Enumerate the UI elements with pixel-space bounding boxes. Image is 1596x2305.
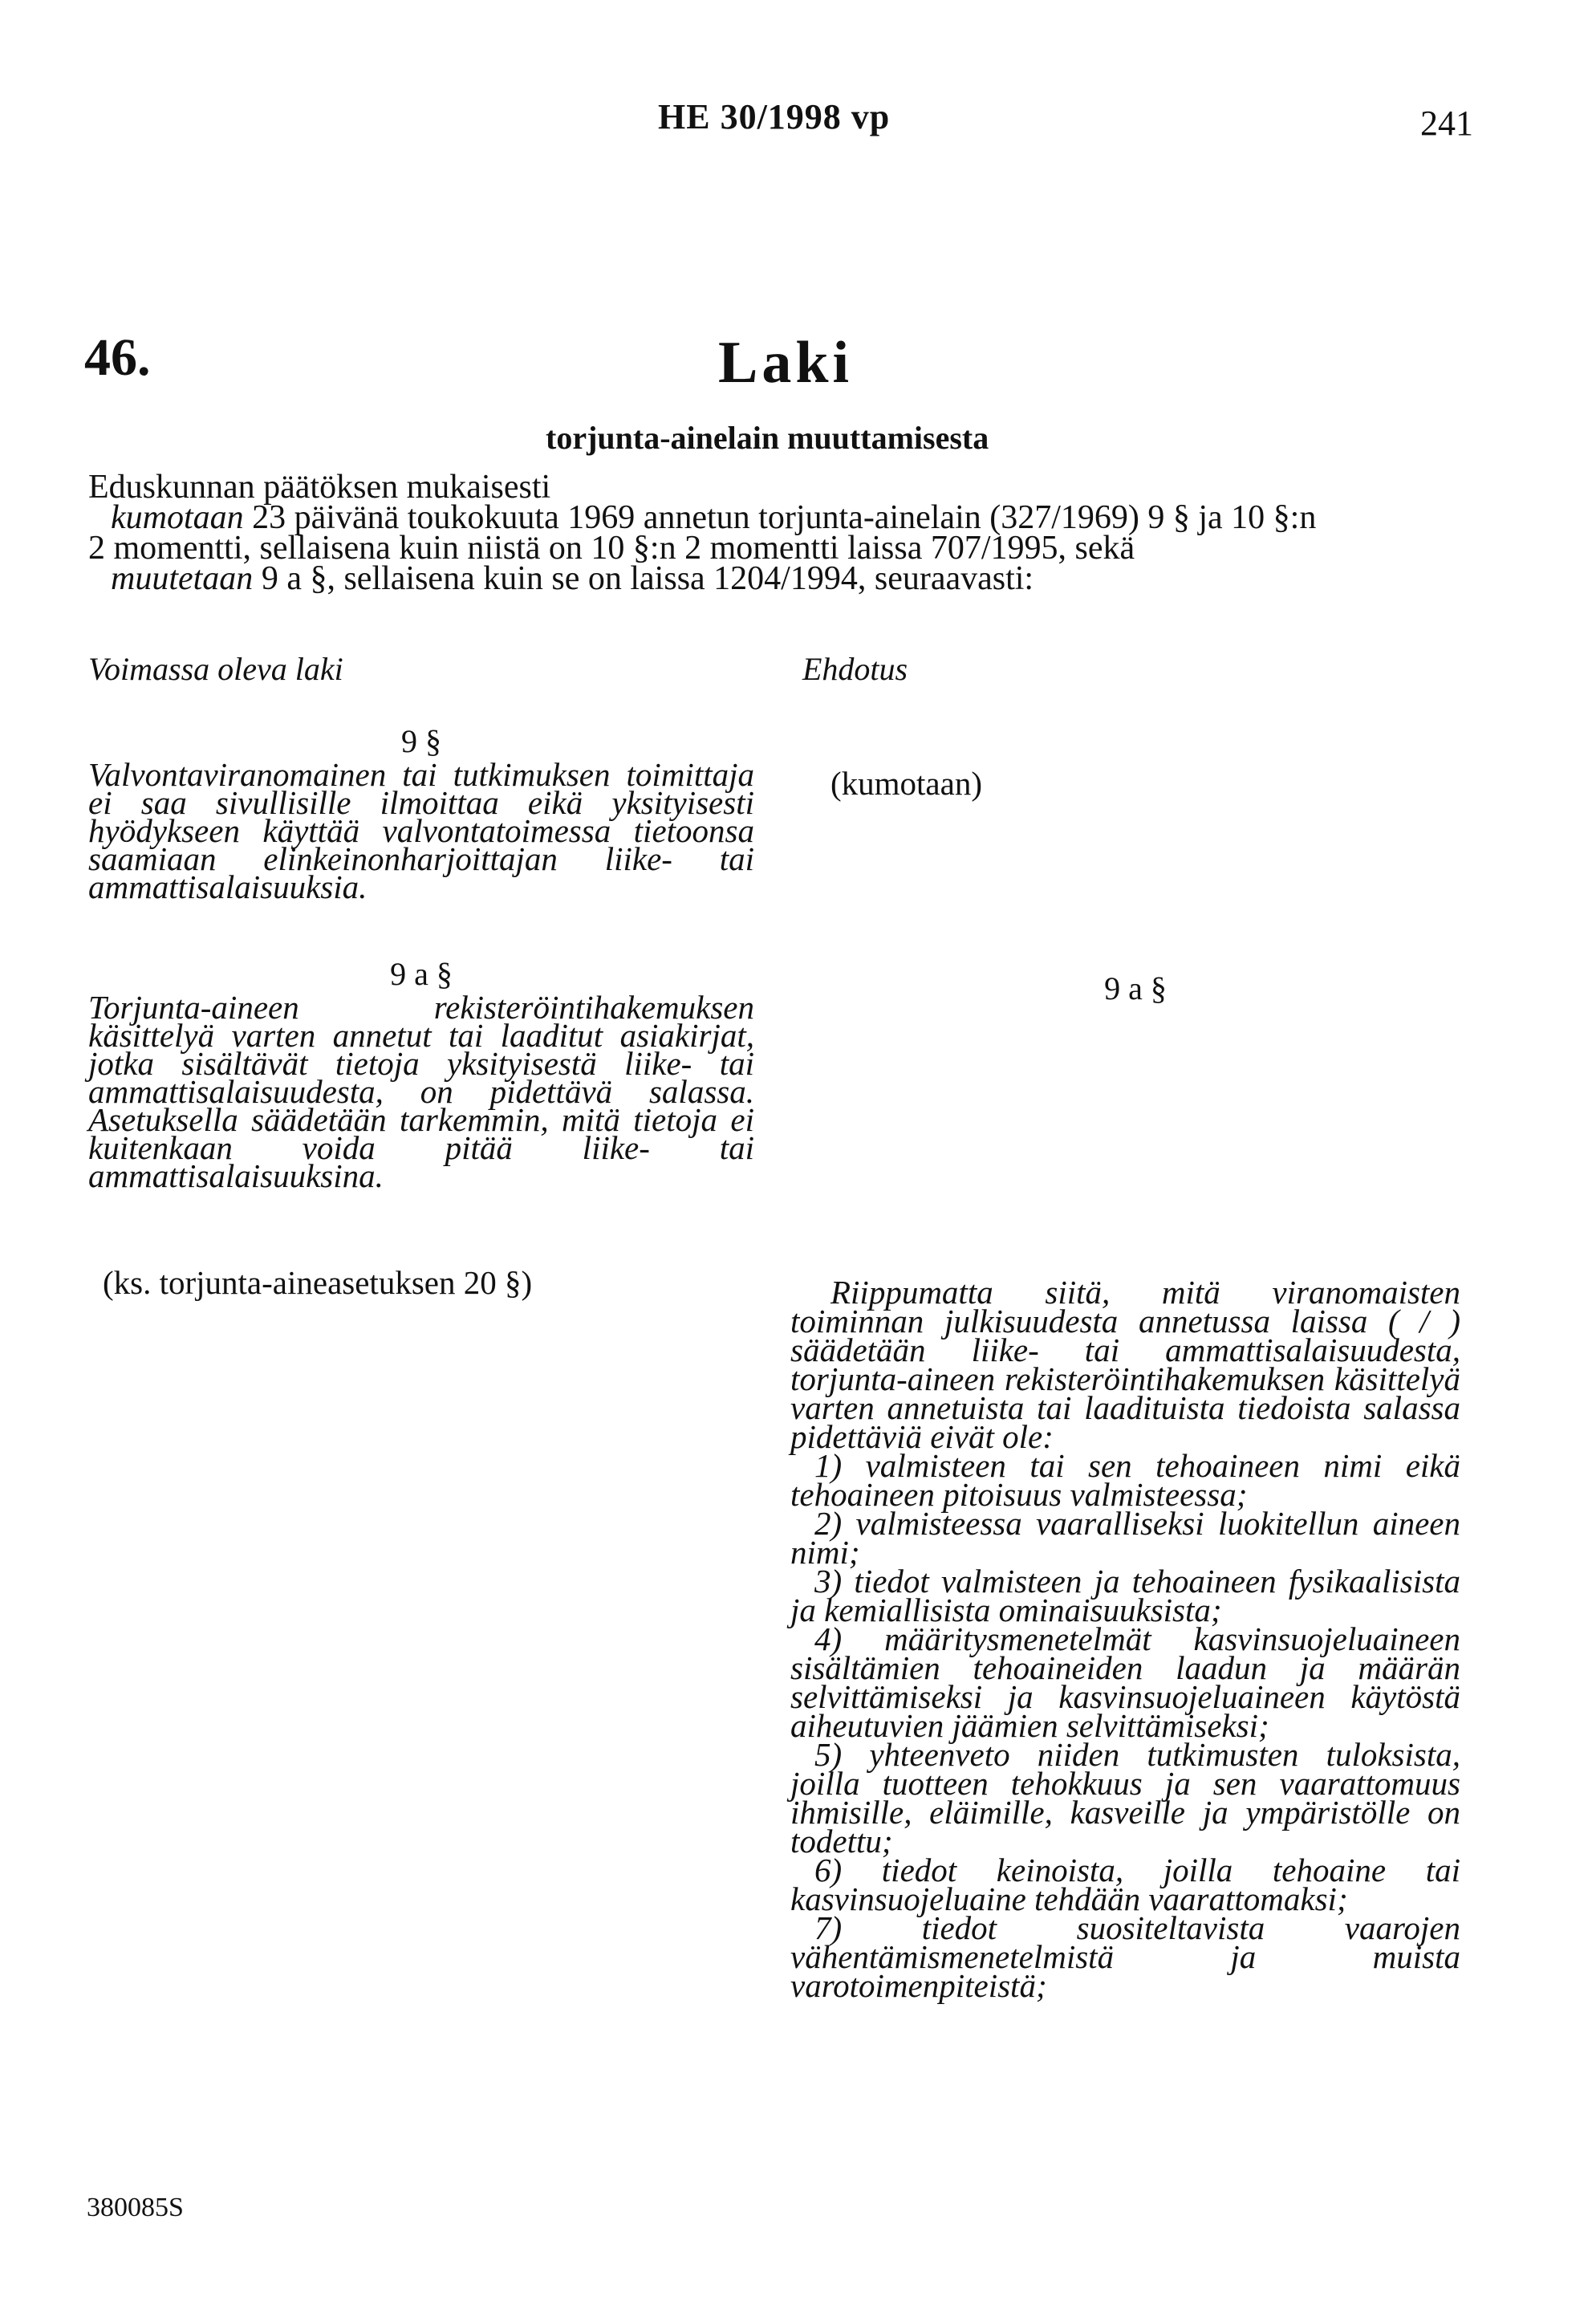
section-9-heading-left: 9 §: [401, 723, 441, 759]
proposal-header: Ehdotus: [802, 651, 908, 687]
section-9-current-text: Valvontaviranomainen tai tutkimuksen toimittaja ei saa sivullisille ilmoittaa eikä yksityisesti hyödykseen käyttää valvontatoimessa tietoonsa saamiaan elinkeinonharjoittajan liike- tai ammattisalaisuuksia.: [88, 756, 754, 905]
proposal-item-5: 5) yhteenveto niiden tutkimusten tuloksista, joilla tuotteen tehokkuus ja sen vaarattomuus ihmisille, eläimille, kasveille ja ympäristölle on todettu;: [790, 1736, 1460, 1860]
intro-line-2-text: 23 päivänä toukokuuta 1969 annetun torjunta-ainelain (327/1969) 9 § ja 10 §:n: [243, 499, 1317, 536]
intro-line-2: [88, 499, 1517, 536]
law-number: 46.: [84, 328, 151, 387]
intro-line-1: Eduskunnan päätöksen mukaisesti: [88, 469, 551, 506]
proposal-item-7: 7) tiedot suositeltavista vaarojen vähentämismenetelmistä ja muista varotoimenpiteistä;: [790, 1909, 1460, 2004]
intro-line-4-text: 9 a §, sellaisena kuin se on laissa 1204/1994, seuraavasti:: [253, 560, 1034, 597]
section-9a-heading-left: 9 a §: [390, 956, 453, 992]
law-title: Laki: [718, 330, 854, 396]
law-subtitle: torjunta-ainelain muuttamisesta: [546, 420, 989, 456]
proposal-item-2: 2) valmisteessa vaaralliseksi luokitellun aineen nimi;: [790, 1505, 1460, 1571]
proposal-item-4: 4) määritysmenetelmät kasvinsuojeluaineen sisältämien tehoaineiden laadun ja määrän selvittämiseksi ja kasvinsuojeluaineen käytöstä aiheutuvien jäämien selvittämiseksi;: [790, 1620, 1460, 1744]
section-9a-heading-right: 9 a §: [1104, 970, 1167, 1006]
proposal-item-1: 1) valmisteen tai sen tehoaineen nimi eikä tehoaineen pitoisuus valmisteessa;: [790, 1447, 1460, 1513]
intro-line-3: 2 momentti, sellaisena kuin niistä on 10 §:n 2 momentti laissa 707/1995, sekä: [88, 530, 1135, 567]
amend-keyword: muutetaan: [111, 560, 254, 597]
section-9a-proposal-text: [790, 1274, 1460, 2004]
proposal-item-3: 3) tiedot valmisteen ja tehoaineen fysikaalisista ja kemiallisista ominaisuuksista;: [790, 1563, 1460, 1628]
footer-code: 380085S: [87, 2193, 184, 2222]
section-9-proposal-text: (kumotaan): [830, 765, 982, 802]
document-id: HE 30/1998 vp: [658, 97, 891, 136]
proposal-item-6: 6) tiedot keinoista, joilla tehoaine tai kasvinsuojeluaine tehdään vaarattomaksi;: [790, 1852, 1460, 1917]
proposal-paragraph-intro: Riippumatta siitä, mitä viranomaisten toiminnan julkisuudesta annetussa laissa ( / ) säädetään liike- tai ammattisalaisuudesta, torjunta-aineen rekisteröintihakemuksen käsittelyä varten annetuista tai laadituista tiedoista salassa pidettäviä eivät ole:: [790, 1274, 1460, 1455]
page-number: 241: [1420, 104, 1473, 143]
current-law-header: Voimassa oleva laki: [88, 651, 343, 687]
repeal-keyword: kumotaan: [111, 499, 244, 536]
section-9a-current-note: (ks. torjunta-aineasetuksen 20 §): [103, 1264, 533, 1301]
section-9a-current-text: Torjunta-aineen rekisteröintihakemuksen käsittelyä varten annetut tai laaditut asiakirjat, jotka sisältävät tietoja yksityisestä liike- tai ammattisalaisuudesta, on pidettävä salassa. Asetuksella säädetään tarkemmin, mitä tietoja ei kuitenkaan voida pitää liike- tai ammattisalaisuuksina.: [88, 989, 754, 1194]
enactment-clause: [88, 469, 1517, 597]
intro-line-4: [88, 560, 1517, 597]
